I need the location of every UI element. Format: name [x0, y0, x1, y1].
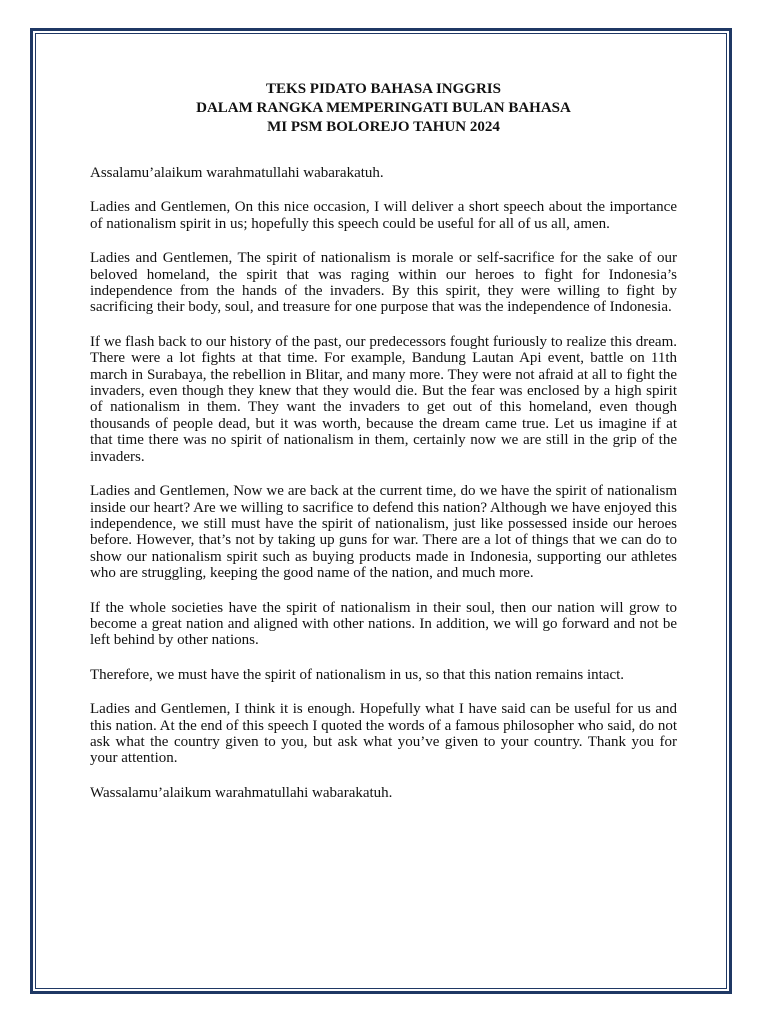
title-line: TEKS PIDATO BAHASA INGGRIS [266, 81, 501, 97]
speech-paragraph: If we flash back to our history of the past, our predecessors fought furiously to realize this dream. There were a lot fights at that time. For example, Bandung Lautan Api event, battle on 11th march in Surabaya, the rebellion in Blitar, and many more. They were not afraid at all to fight the invaders, even though they knew that they would die. But the fear was enclosed by a high spirit of nationalism in them. They want the invaders to get out of this homeland, even though thousands of people dead, but it was worth, because the dream came true. Let us imagine if at that time there was no spirit of nationalism in them, certainly now we are still in the grip of the invaders. [90, 333, 677, 465]
greeting-paragraph: Assalamu’alaikum warahmatullahi wabarakatuh. [90, 165, 384, 181]
title-line: MI PSM BOLOREJO TAHUN 2024 [267, 119, 500, 135]
document-body [90, 80, 677, 819]
speech-paragraph: Ladies and Gentlemen, On this nice occasion, I will deliver a short speech about the importance of nationalism spirit in us; hopefully this speech could be useful for all of us all, amen. [90, 199, 677, 232]
speech-paragraph: If the whole societies have the spirit of nationalism in their soul, then our nation will grow to become a great nation and aligned with other nations. In addition, we will go forward and not be left behind by other nations. [90, 599, 677, 649]
closing-paragraph: Wassalamu’alaikum warahmatullahi wabarakatuh. [90, 784, 393, 801]
speech-paragraph: Ladies and Gentlemen, I think it is enough. Hopefully what I have said can be useful for us and this nation. At the end of this speech I quoted the words of a famous philosopher who said, do not ask what the country given to you, but ask what you’ve given to your country. Thank you for your attention. [90, 701, 677, 767]
title-line: DALAM RANGKA MEMPERINGATI BULAN BAHASA [196, 100, 571, 116]
speech-paragraph: Ladies and Gentlemen, The spirit of nationalism is morale or self-sacrifice for the sake of our beloved homeland, the spirit that was raging within our heroes to fight for Indonesia’s independence from the hands of the invaders. By this spirit, they were willing to fight by sacrificing their body, soul, and treasure for one purpose that was the independence of Indonesia. [90, 250, 677, 316]
speech-paragraph: Ladies and Gentlemen, Now we are back at the current time, do we have the spirit of nationalism inside our heart? Are we willing to sacrifice to defend this nation? Although we have enjoyed this independence, we still must have the spirit of nationalism, just like possessed inside our heroes before. However, that’s not by taking up guns for war. There are a lot of things that we can do to show our nationalism spirit such as buying products made in Indonesia, supporting our athletes who are struggling, keeping the good name of the nation, and much more. [90, 483, 677, 582]
document-title [90, 80, 677, 137]
speech-paragraph: Therefore, we must have the spirit of nationalism in us, so that this nation remains intact. [90, 666, 625, 683]
